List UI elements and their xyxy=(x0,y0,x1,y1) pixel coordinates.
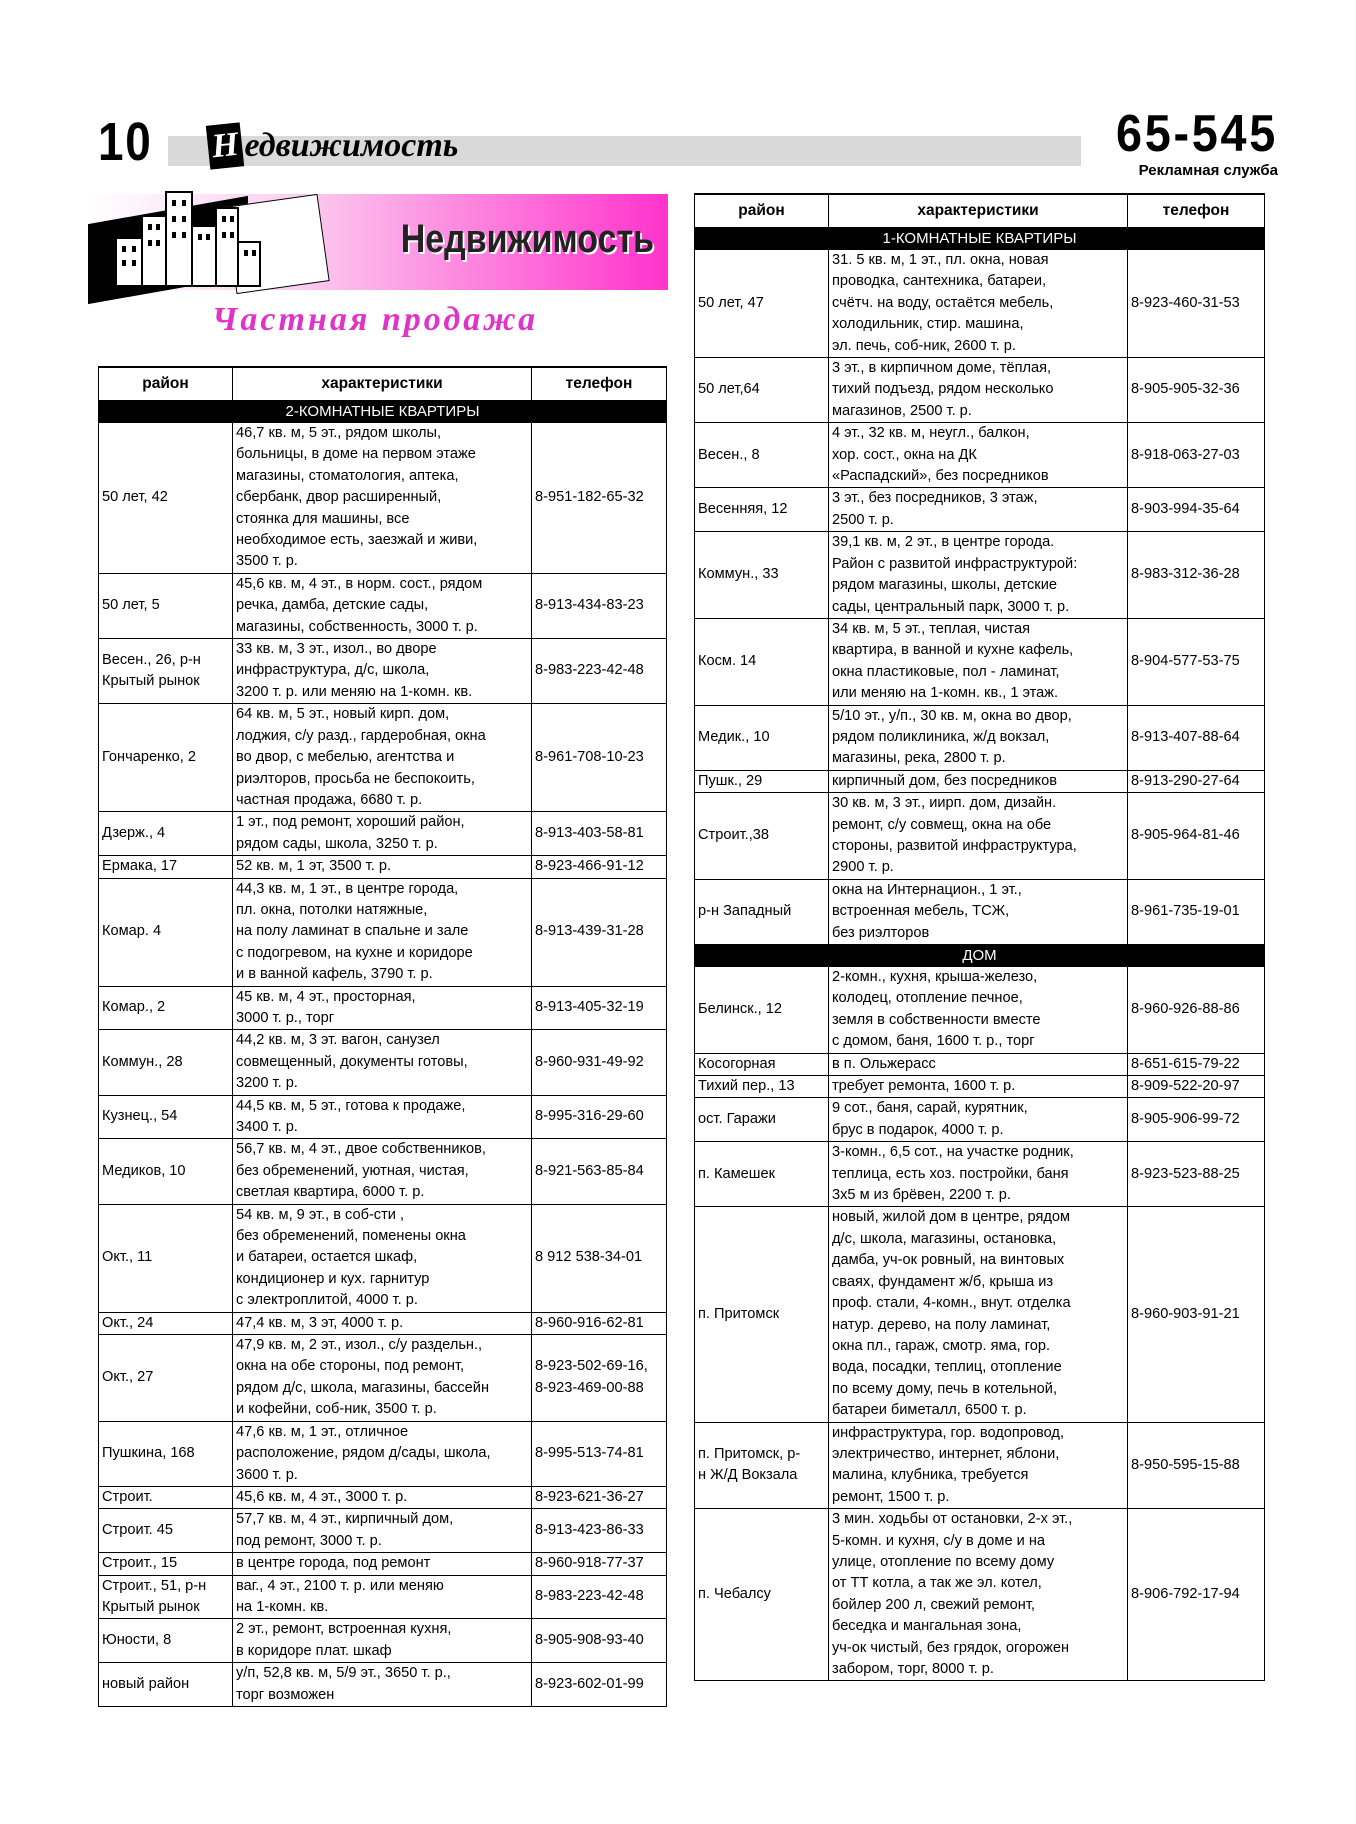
features-cell: 45 кв. м, 4 эт., просторная, 3000 т. р., торг xyxy=(233,986,532,1030)
category-title: 1-КОМНАТНЫЕ КВАРТИРЫ xyxy=(695,228,1265,250)
features-cell: 64 кв. м, 5 эт., новый кирп. дом, лоджия, с/у разд., гардеробная, окна во двор, с мебелью, агентства и риэлторов, просьба не беспокоить, частная продажа, 6680 т. р. xyxy=(233,704,532,812)
features-cell: 4 эт., 32 кв. м, неугл., балкон, хор. сост., окна на ДК «Распадский», без посредников xyxy=(829,423,1128,488)
phone-cell: 8-951-182-65-32 xyxy=(532,423,667,574)
district-cell: Окт., 24 xyxy=(99,1312,233,1334)
district-cell: Окт., 27 xyxy=(99,1335,233,1422)
table-row xyxy=(695,358,1265,423)
district-cell: ост. Гаражи xyxy=(695,1098,829,1142)
district-cell: Строит. xyxy=(99,1486,233,1508)
phone-cell: 8-923-502-69-16, 8-923-469-00-88 xyxy=(532,1335,667,1422)
features-cell: окна на Интернацион., 1 эт., встроенная мебель, ТСЖ, без риэлторов xyxy=(829,879,1128,944)
table-row xyxy=(695,967,1265,1054)
phone-cell: 8-995-316-29-60 xyxy=(532,1095,667,1139)
table-row xyxy=(99,1312,667,1334)
column-header-features: характеристики xyxy=(233,367,532,401)
ad-service-phone: 65-545 xyxy=(1116,105,1278,163)
category-row xyxy=(695,945,1265,967)
table-row xyxy=(99,1335,667,1422)
table-row xyxy=(695,1142,1265,1207)
phone-cell: 8-904-577-53-75 xyxy=(1128,618,1265,705)
district-cell: новый район xyxy=(99,1663,233,1707)
district-cell: Комар., 2 xyxy=(99,986,233,1030)
phone-cell: 8-923-460-31-53 xyxy=(1128,250,1265,358)
phone-cell: 8 912 538-34-01 xyxy=(532,1204,667,1312)
table-row xyxy=(99,1553,667,1575)
district-cell: Пушк., 29 xyxy=(695,770,829,792)
features-cell: 31. 5 кв. м, 1 эт., пл. окна, новая проводка, сантехника, батареи, счётч. на воду, остаётся мебель, холодильник, стир. машина, эл. печь, соб-ник, 2600 т. р. xyxy=(829,250,1128,358)
phone-cell: 8-995-513-74-81 xyxy=(532,1421,667,1486)
phone-cell: 8-983-223-42-48 xyxy=(532,639,667,704)
features-cell: в п. Ольжерасс xyxy=(829,1053,1128,1075)
district-cell: 50 лет, 42 xyxy=(99,423,233,574)
category-title: ДОМ xyxy=(695,945,1265,967)
phone-cell: 8-903-994-35-64 xyxy=(1128,488,1265,532)
phone-cell: 8-983-312-36-28 xyxy=(1128,532,1265,619)
phone-cell: 8-913-439-31-28 xyxy=(532,878,667,986)
phone-cell: 8-923-523-88-25 xyxy=(1128,1142,1265,1207)
table-row xyxy=(695,770,1265,792)
features-cell: 47,6 кв. м, 1 эт., отличное расположение, рядом д/сады, школа, 3600 т. р. xyxy=(233,1421,532,1486)
banner-title: Недвижимость xyxy=(400,217,654,261)
table-row xyxy=(99,1421,667,1486)
table-row xyxy=(695,793,1265,880)
district-cell: Строит. 45 xyxy=(99,1509,233,1553)
features-cell: ваг., 4 эт., 2100 т. р. или меняю на 1-комн. кв. xyxy=(233,1575,532,1619)
district-cell: п. Чебалсу xyxy=(695,1509,829,1681)
features-cell: 47,4 кв. м, 3 эт, 4000 т. р. xyxy=(233,1312,532,1334)
features-cell: 52 кв. м, 1 эт, 3500 т. р. xyxy=(233,856,532,878)
phone-cell: 8-905-906-99-72 xyxy=(1128,1098,1265,1142)
features-cell: новый, жилой дом в центре, рядом д/с, школа, магазины, остановка, дамба, уч-ок ровный, на винтовых сваях, фундамент ж/б, крыша из проф. стали, 4-комн., внут. отделка натур. дерево, на полу ламинат, окна пл., гараж, смотр. яма, гор. вода, посадки, теплиц, отопление по всему дому, печь в котельной, батареи биметалл, 6500 т. р. xyxy=(829,1207,1128,1422)
table-row xyxy=(99,1575,667,1619)
table-row xyxy=(99,573,667,638)
district-cell: Косогорная xyxy=(695,1053,829,1075)
phone-cell: 8-905-964-81-46 xyxy=(1128,793,1265,880)
district-cell: п. Камешек xyxy=(695,1142,829,1207)
phone-cell: 8-921-563-85-84 xyxy=(532,1139,667,1204)
phone-cell: 8-960-903-91-21 xyxy=(1128,1207,1265,1422)
phone-cell: 8-960-918-77-37 xyxy=(532,1553,667,1575)
features-cell: 44,2 кв. м, 3 эт. вагон, санузел совмещенный, документы готовы, 3200 т. р. xyxy=(233,1030,532,1095)
phone-cell: 8-923-602-01-99 xyxy=(532,1663,667,1707)
phone-cell: 8-913-423-86-33 xyxy=(532,1509,667,1553)
section-banner xyxy=(88,194,668,298)
category-row xyxy=(99,401,667,423)
features-cell: кирпичный дом, без посредников xyxy=(829,770,1128,792)
phone-cell: 8-905-908-93-40 xyxy=(532,1619,667,1663)
table-row xyxy=(99,1486,667,1508)
features-cell: 54 кв. м, 9 эт., в соб-сти , без обременений, поменены окна и батареи, остается шкаф, кондиционер и кух. гарнитур с электроплитой, 4000 т. р. xyxy=(233,1204,532,1312)
column-header-features: характеристики xyxy=(829,194,1128,228)
features-cell: 34 кв. м, 5 эт., теплая, чистая квартира, в ванной и кухне кафель, окна пластиковые, пол - ламинат, или меняю на 1-комн. кв., 1 этаж. xyxy=(829,618,1128,705)
table-row xyxy=(99,1663,667,1707)
table-row xyxy=(695,488,1265,532)
phone-cell: 8-651-615-79-22 xyxy=(1128,1053,1265,1075)
features-cell: 3-комн., 6,5 сот., на участке родник, теплица, есть хоз. постройки, баня 3х5 м из брёвен, 2200 т. р. xyxy=(829,1142,1128,1207)
features-cell: 33 кв. м, 3 эт., изол., во дворе инфраструктура, д/с, школа, 3200 т. р. или меняю на 1-комн. кв. xyxy=(233,639,532,704)
phone-cell: 8-960-926-88-86 xyxy=(1128,967,1265,1054)
features-cell: 45,6 кв. м, 4 эт., в норм. сост., рядом речка, дамба, детские сады, магазины, собственность, 3000 т. р. xyxy=(233,573,532,638)
phone-cell: 8-913-407-88-64 xyxy=(1128,705,1265,770)
table-header-row xyxy=(99,367,667,401)
listing-table-right xyxy=(694,193,1265,1681)
listing-rows-right xyxy=(695,228,1265,1681)
table-row xyxy=(99,704,667,812)
district-cell: Весенняя, 12 xyxy=(695,488,829,532)
listing-table-left xyxy=(98,366,667,1707)
features-cell: 3 мин. ходьбы от остановки, 2-х эт., 5-комн. и кухня, с/у в доме и на улице, отопление по всему дому от ТТ котла, а так же эл. котел, бойлер 200 л, свежий ремонт, беседка и мангальная зона, уч-ок чистый, без грядок, огорожен забором, торг, 8000 т. р. xyxy=(829,1509,1128,1681)
features-cell: 47,9 кв. м, 2 эт., изол., с/у раздельн., окна на обе стороны, под ремонт, рядом д/с, школа, магазины, бассейн и кофейни, соб-ник, 3500 т. р. xyxy=(233,1335,532,1422)
table-row xyxy=(99,812,667,856)
section-title-initial: Н xyxy=(206,122,245,169)
phone-cell: 8-913-434-83-23 xyxy=(532,573,667,638)
category-title: 2-КОМНАТНЫЕ КВАРТИРЫ xyxy=(99,401,667,423)
banner-subtitle: Частная продажа xyxy=(212,301,539,338)
phone-cell: 8-906-792-17-94 xyxy=(1128,1509,1265,1681)
district-cell: Весен., 8 xyxy=(695,423,829,488)
table-row xyxy=(99,878,667,986)
table-row xyxy=(99,1030,667,1095)
phone-cell: 8-913-403-58-81 xyxy=(532,812,667,856)
phone-cell: 8-950-595-15-88 xyxy=(1128,1422,1265,1509)
phone-cell: 8-918-063-27-03 xyxy=(1128,423,1265,488)
district-cell: Строит.,38 xyxy=(695,793,829,880)
district-cell: Медиков, 10 xyxy=(99,1139,233,1204)
table-row xyxy=(695,1053,1265,1075)
district-cell: Комар. 4 xyxy=(99,878,233,986)
phone-cell: 8-923-621-36-27 xyxy=(532,1486,667,1508)
district-cell: Окт., 11 xyxy=(99,1204,233,1312)
table-row xyxy=(695,1509,1265,1681)
phone-cell: 8-905-905-32-36 xyxy=(1128,358,1265,423)
features-cell: 30 кв. м, 3 эт., иирп. дом, дизайн. ремонт, с/у совмещ, окна на обе стороны, развитой инфраструктура, 2900 т. р. xyxy=(829,793,1128,880)
phone-cell: 8-960-931-49-92 xyxy=(532,1030,667,1095)
features-cell: 56,7 кв. м, 4 эт., двое собственников, без обременений, уютная, чистая, светлая квартира, 6000 т. р. xyxy=(233,1139,532,1204)
table-row xyxy=(99,423,667,574)
table-row xyxy=(99,1095,667,1139)
features-cell: 3 эт., в кирпичном доме, тёплая, тихий подъезд, рядом несколько магазинов, 2500 т. р. xyxy=(829,358,1128,423)
features-cell: 44,3 кв. м, 1 эт., в центре города, пл. окна, потолки натяжные, на полу ламинат в спальне и зале с подогревом, на кухне и коридоре и в ванной кафель, 3790 т. р. xyxy=(233,878,532,986)
features-cell: в центре города, под ремонт xyxy=(233,1553,532,1575)
district-cell: 50 лет, 47 xyxy=(695,250,829,358)
district-cell: Белинск., 12 xyxy=(695,967,829,1054)
table-row xyxy=(695,1207,1265,1422)
district-cell: п. Притомск, р- н Ж/Д Вокзала xyxy=(695,1422,829,1509)
features-cell: 46,7 кв. м, 5 эт., рядом школы, больницы, в доме на первом этаже магазины, стоматология, аптека, сбербанк, двор расширенный, стоянка для машины, все необходимое есть, заезжай и живи, 3500 т. р. xyxy=(233,423,532,574)
page-number: 10 xyxy=(98,112,153,172)
district-cell: Юности, 8 xyxy=(99,1619,233,1663)
table-row xyxy=(695,532,1265,619)
column-header-district: район xyxy=(99,367,233,401)
phone-cell: 8-913-290-27-64 xyxy=(1128,770,1265,792)
table-row xyxy=(695,1076,1265,1098)
section-title-rest: едвижимость xyxy=(244,127,459,164)
district-cell: Весен., 26, р-н Крытый рынок xyxy=(99,639,233,704)
section-title xyxy=(208,124,458,168)
table-row xyxy=(99,856,667,878)
district-cell: Косм. 14 xyxy=(695,618,829,705)
table-header-row xyxy=(695,194,1265,228)
features-cell: требует ремонта, 1600 т. р. xyxy=(829,1076,1128,1098)
table-row xyxy=(695,705,1265,770)
table-row xyxy=(99,639,667,704)
district-cell: Коммун., 33 xyxy=(695,532,829,619)
category-row xyxy=(695,228,1265,250)
district-cell: Коммун., 28 xyxy=(99,1030,233,1095)
district-cell: Пушкина, 168 xyxy=(99,1421,233,1486)
phone-cell: 8-913-405-32-19 xyxy=(532,986,667,1030)
table-row xyxy=(695,1098,1265,1142)
column-header-phone: телефон xyxy=(532,367,667,401)
features-cell: 57,7 кв. м, 4 эт., кирпичный дом, под ремонт, 3000 т. р. xyxy=(233,1509,532,1553)
features-cell: 2 эт., ремонт, встроенная кухня, в коридоре плат. шкаф xyxy=(233,1619,532,1663)
table-row xyxy=(695,1422,1265,1509)
district-cell: Медик., 10 xyxy=(695,705,829,770)
district-cell: 50 лет, 5 xyxy=(99,573,233,638)
table-row xyxy=(99,1204,667,1312)
table-row xyxy=(99,1619,667,1663)
district-cell: Ермака, 17 xyxy=(99,856,233,878)
features-cell: 9 сот., баня, сарай, курятник, брус в подарок, 4000 т. р. xyxy=(829,1098,1128,1142)
features-cell: 39,1 кв. м, 2 эт., в центре города. Район с развитой инфраструктурой: рядом магазины, школы, детские сады, центральный парк, 3000 т. р. xyxy=(829,532,1128,619)
column-header-phone: телефон xyxy=(1128,194,1265,228)
table-row xyxy=(695,423,1265,488)
district-cell: Строит., 51, р-н Крытый рынок xyxy=(99,1575,233,1619)
table-row xyxy=(695,879,1265,944)
features-cell: 3 эт., без посредников, 3 этаж, 2500 т. р. xyxy=(829,488,1128,532)
ad-service-label: Рекламная служба xyxy=(1138,162,1278,179)
listing-rows-left xyxy=(99,401,667,1707)
table-row xyxy=(695,618,1265,705)
features-cell: 2-комн., кухня, крыша-железо, колодец, отопление печное, земля в собственности вместе с домом, баня, 1600 т. р., торг xyxy=(829,967,1128,1054)
city-buildings-icon xyxy=(106,186,276,296)
table-row xyxy=(99,1139,667,1204)
phone-cell: 8-983-223-42-48 xyxy=(532,1575,667,1619)
district-cell: Строит., 15 xyxy=(99,1553,233,1575)
features-cell: 5/10 эт., у/п., 30 кв. м, окна во двор, рядом поликлиника, ж/д вокзал, магазины, река, 2800 т. р. xyxy=(829,705,1128,770)
district-cell: 50 лет,64 xyxy=(695,358,829,423)
phone-cell: 8-961-735-19-01 xyxy=(1128,879,1265,944)
column-header-district: район xyxy=(695,194,829,228)
features-cell: у/п, 52,8 кв. м, 5/9 эт., 3650 т. р., торг возможен xyxy=(233,1663,532,1707)
table-row xyxy=(99,986,667,1030)
district-cell: Кузнец., 54 xyxy=(99,1095,233,1139)
features-cell: 45,6 кв. м, 4 эт., 3000 т. р. xyxy=(233,1486,532,1508)
features-cell: инфраструктура, гор. водопровод, электричество, интернет, яблони, малина, клубника, требуется ремонт, 1500 т. р. xyxy=(829,1422,1128,1509)
phone-cell: 8-923-466-91-12 xyxy=(532,856,667,878)
district-cell: Дзерж., 4 xyxy=(99,812,233,856)
features-cell: 44,5 кв. м, 5 эт., готова к продаже, 3400 т. р. xyxy=(233,1095,532,1139)
district-cell: п. Притомск xyxy=(695,1207,829,1422)
district-cell: Тихий пер., 13 xyxy=(695,1076,829,1098)
phone-cell: 8-960-916-62-81 xyxy=(532,1312,667,1334)
features-cell: 1 эт., под ремонт, хороший район, рядом сады, школа, 3250 т. р. xyxy=(233,812,532,856)
district-cell: р-н Западный xyxy=(695,879,829,944)
table-row xyxy=(695,250,1265,358)
table-row xyxy=(99,1509,667,1553)
phone-cell: 8-961-708-10-23 xyxy=(532,704,667,812)
phone-cell: 8-909-522-20-97 xyxy=(1128,1076,1265,1098)
district-cell: Гончаренко, 2 xyxy=(99,704,233,812)
page-header xyxy=(98,105,1278,179)
